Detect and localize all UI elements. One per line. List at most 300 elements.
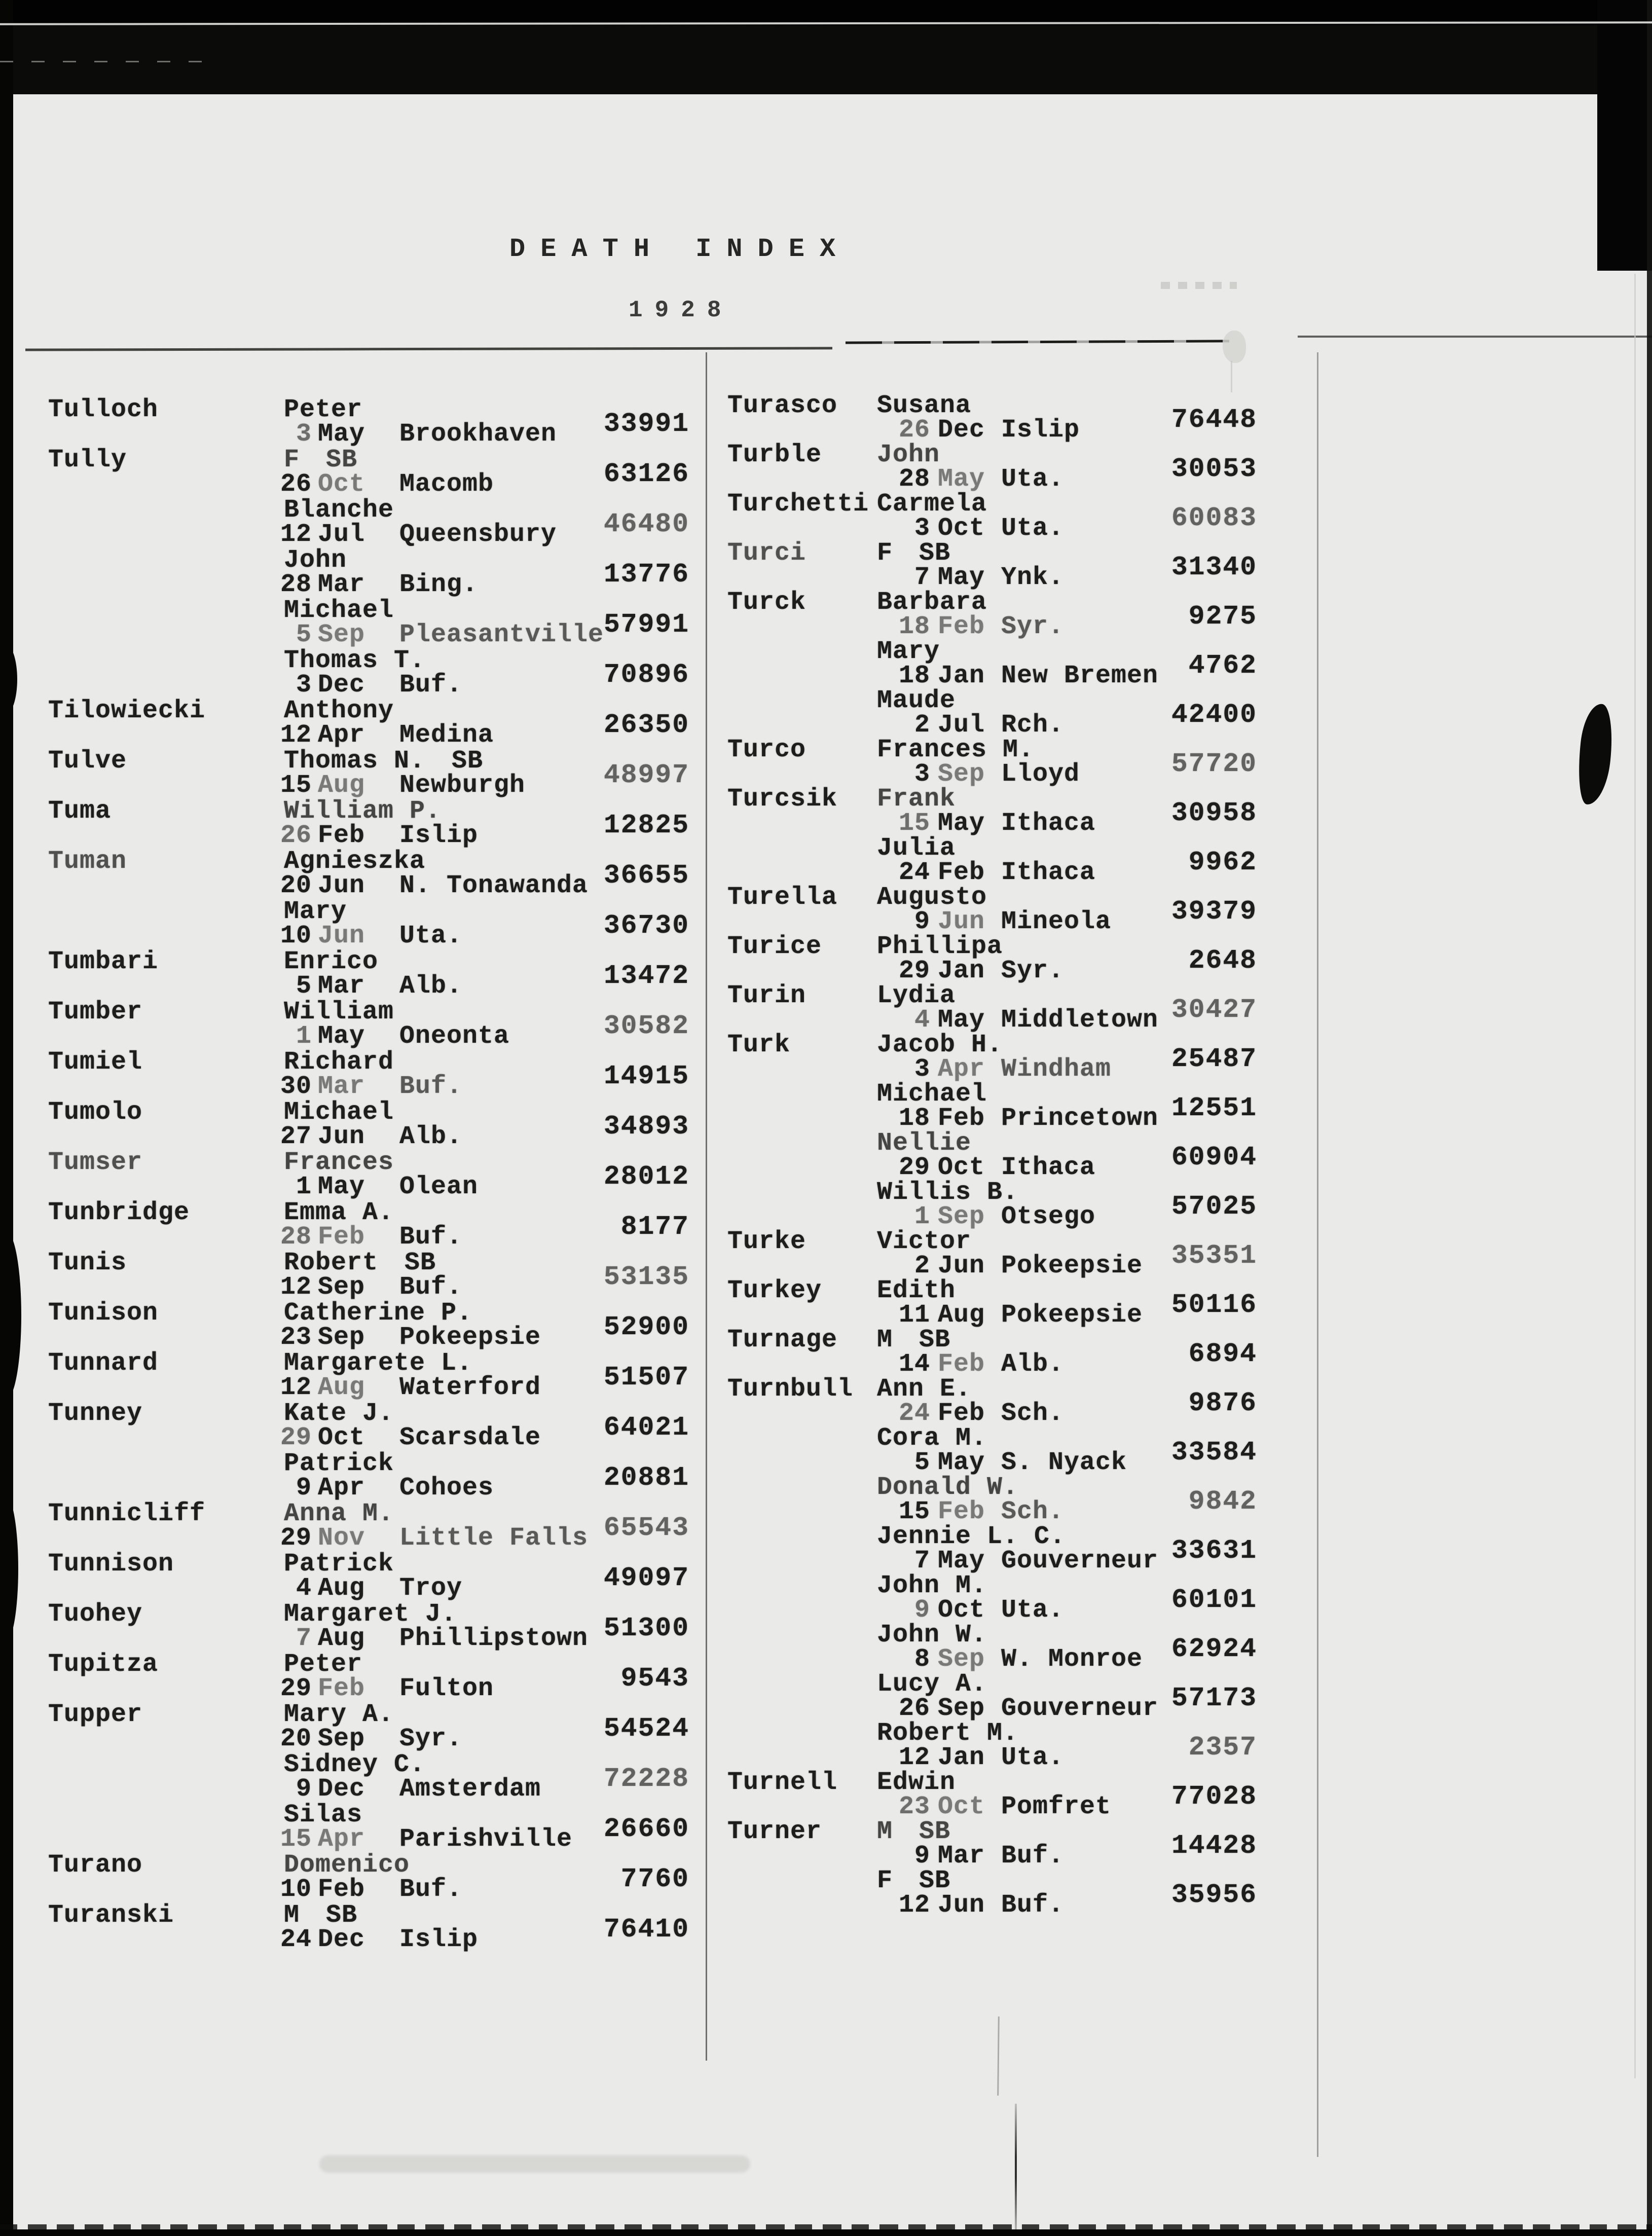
given-name: Robert SB: [284, 1249, 436, 1277]
scan-border-blob: [0, 1232, 21, 1399]
death-month: Oct: [318, 1423, 365, 1452]
death-place: Phillipstown: [399, 1624, 589, 1653]
index-entry: [48, 947, 689, 1001]
death-month: Feb: [318, 1875, 365, 1904]
surname: Turcsik: [727, 785, 838, 814]
certificate-number: 34893: [603, 1111, 689, 1142]
given-name: F SB: [877, 539, 951, 568]
given-name: Michael: [284, 596, 394, 625]
death-place: Ithaca: [1001, 858, 1096, 887]
death-day: 18: [898, 612, 930, 641]
index-entry: [48, 1600, 689, 1653]
index-entry: [727, 1768, 1257, 1821]
death-month: May: [938, 809, 985, 838]
death-day: 29: [280, 1674, 312, 1703]
certificate-number: 76410: [603, 1914, 689, 1945]
given-name: Jennie L. C.: [877, 1522, 1066, 1551]
death-month: Feb: [938, 858, 985, 887]
death-place: Waterford: [399, 1373, 541, 1402]
index-entry: [727, 1719, 1257, 1772]
death-day: 1: [296, 1022, 312, 1051]
index-entry: [48, 897, 689, 950]
index-entry: [727, 1326, 1257, 1379]
index-entry: [727, 539, 1257, 592]
given-name: M SB: [877, 1817, 951, 1846]
index-entry: [727, 1571, 1257, 1625]
death-place: Pokeepsie: [1001, 1301, 1143, 1330]
certificate-number: 52900: [603, 1312, 689, 1342]
certificate-number: 35956: [1171, 1880, 1257, 1910]
death-place: Uta.: [1001, 514, 1064, 543]
death-day: 11: [898, 1301, 930, 1330]
death-month: Dec: [318, 1925, 365, 1954]
death-day: 24: [898, 1399, 930, 1428]
index-entry: [48, 1499, 689, 1553]
surname: Tunnison: [48, 1550, 174, 1579]
death-month: Mar: [318, 972, 365, 1001]
given-name: Lucy A.: [877, 1670, 987, 1699]
right-margin-rule: [1317, 352, 1318, 2157]
scan-border-right: [1647, 0, 1652, 2236]
death-place: Ithaca: [1001, 1153, 1096, 1182]
given-name: Peter: [284, 395, 363, 424]
surname: Turasco: [727, 391, 838, 420]
death-place: Fulton: [399, 1674, 494, 1703]
certificate-number: 70896: [603, 659, 689, 690]
ink-blot: [1574, 702, 1617, 806]
certificate-number: 31340: [1171, 552, 1257, 582]
index-entry: [48, 1851, 689, 1904]
surname: Turck: [727, 588, 806, 617]
death-day: 3: [296, 420, 312, 449]
index-entry: [727, 1375, 1257, 1428]
death-month: Feb: [938, 1350, 985, 1379]
surname: Turble: [727, 441, 822, 469]
surname: Tulve: [48, 747, 127, 776]
scan-border-blob: [0, 644, 17, 715]
given-name: Cora M.: [877, 1424, 987, 1453]
header-rule-left: [25, 347, 832, 351]
given-name: Patrick: [284, 1550, 394, 1579]
index-entry: [48, 446, 689, 499]
death-month: May: [938, 1448, 985, 1477]
surname: Tunnicliff: [48, 1499, 206, 1528]
death-day: 3: [914, 760, 930, 789]
given-name: Patrick: [284, 1449, 394, 1478]
death-month: Oct: [938, 1596, 985, 1625]
death-month: May: [318, 420, 365, 449]
certificate-number: 42400: [1171, 700, 1257, 730]
certificate-number: 65543: [603, 1513, 689, 1543]
surname: Tunison: [48, 1299, 159, 1328]
death-month: Jun: [318, 871, 365, 900]
certificate-number: 54524: [603, 1713, 689, 1744]
index-entry: [727, 1178, 1257, 1231]
death-month: Mar: [938, 1842, 985, 1871]
certificate-number: 12825: [603, 810, 689, 840]
death-day: 30: [280, 1072, 312, 1101]
certificate-number: 60101: [1171, 1585, 1257, 1615]
death-place: Gouverneur: [1001, 1547, 1159, 1575]
given-name: John: [284, 546, 347, 575]
given-name: John W.: [877, 1621, 987, 1649]
death-month: Oct: [938, 1153, 985, 1182]
scan-border-blob: [0, 1495, 18, 1642]
death-month: Sep: [938, 1202, 985, 1231]
certificate-number: 9275: [1188, 601, 1257, 632]
death-place: Little Falls: [399, 1524, 589, 1553]
index-entry: [48, 646, 689, 700]
stillbirth-code: SB: [452, 747, 484, 776]
index-entry: [48, 596, 689, 649]
death-place: Otsego: [1001, 1202, 1096, 1231]
death-day: 14: [898, 1350, 930, 1379]
death-month: May: [318, 1022, 365, 1051]
death-month: Aug: [318, 771, 365, 800]
certificate-number: 49097: [603, 1563, 689, 1593]
index-entry: [727, 1424, 1257, 1477]
death-day: 27: [280, 1122, 312, 1151]
death-place: Windham: [1001, 1055, 1112, 1084]
death-month: Sep: [318, 1273, 365, 1302]
surname: Turnage: [727, 1326, 838, 1354]
certificate-number: 25487: [1171, 1044, 1257, 1074]
certificate-number: 7760: [620, 1864, 689, 1894]
surname: Turkey: [727, 1276, 822, 1305]
certificate-number: 4762: [1188, 650, 1257, 681]
header-rule-middle: [846, 340, 1229, 344]
index-entry: [727, 932, 1257, 985]
certificate-number: 20881: [603, 1462, 689, 1493]
index-entry: [727, 1522, 1257, 1575]
death-month: May: [938, 465, 985, 494]
index-entry: [48, 1449, 689, 1502]
certificate-number: 64021: [603, 1412, 689, 1443]
given-name: Blanche: [284, 496, 394, 525]
certificate-number: 48997: [603, 760, 689, 790]
surname: Turin: [727, 981, 806, 1010]
surname: Tumbari: [48, 947, 159, 976]
death-month: Oct: [318, 470, 365, 499]
surname: Turco: [727, 736, 806, 764]
given-name: F SB: [284, 446, 358, 474]
index-entry: [727, 441, 1257, 494]
index-entry: [48, 1249, 689, 1302]
death-day: 5: [914, 1448, 930, 1477]
given-name: Frances: [284, 1148, 394, 1177]
death-place: Olean: [399, 1172, 479, 1201]
death-place: Gouverneur: [1001, 1694, 1159, 1723]
surname: Tunnard: [48, 1349, 159, 1378]
given-name: Robert M.: [877, 1719, 1019, 1748]
death-place: Pokeepsie: [399, 1323, 541, 1352]
certificate-number: 2357: [1188, 1732, 1257, 1763]
death-month: Dec: [318, 1775, 365, 1804]
stillbirth-code: SB: [919, 1326, 951, 1354]
death-place: Islip: [1001, 416, 1080, 445]
death-day: 29: [898, 957, 930, 985]
death-day: 4: [914, 1006, 930, 1035]
given-name: Michael: [877, 1080, 987, 1109]
certificate-number: 50116: [1171, 1290, 1257, 1320]
death-place: Buf.: [1001, 1891, 1064, 1920]
death-month: Feb: [318, 1223, 365, 1252]
surname: Tunis: [48, 1249, 127, 1277]
given-name: Richard: [284, 1048, 394, 1077]
death-month: Nov: [318, 1524, 365, 1553]
index-entry: [48, 1048, 689, 1101]
pencil-line-artifact: [997, 2017, 1000, 2096]
surname: Turnbull: [727, 1375, 854, 1404]
index-entry: [727, 1473, 1257, 1526]
certificate-number: 51300: [603, 1613, 689, 1643]
death-day: 28: [898, 465, 930, 494]
death-place: Islip: [399, 821, 479, 850]
certificate-number: 6894: [1188, 1339, 1257, 1369]
death-day: 3: [914, 514, 930, 543]
death-place: Princetown: [1001, 1104, 1159, 1133]
death-day: 3: [296, 671, 312, 700]
certificate-number: 62924: [1171, 1634, 1257, 1664]
death-place: Buf.: [399, 1223, 463, 1252]
death-day: 24: [898, 858, 930, 887]
death-place: Bing.: [399, 570, 479, 599]
death-place: Macomb: [399, 470, 494, 499]
surname: Turner: [727, 1817, 822, 1846]
index-entry: [48, 1349, 689, 1402]
death-month: Jun: [938, 1252, 985, 1280]
death-month: Apr: [318, 1474, 365, 1502]
given-name: Catherine P.: [284, 1299, 473, 1328]
certificate-number: 9962: [1188, 847, 1257, 877]
given-name: Julia: [877, 834, 956, 863]
death-month: Sep: [938, 1645, 985, 1674]
certificate-number: 60904: [1171, 1142, 1257, 1172]
death-day: 18: [898, 662, 930, 690]
certificate-number: 12551: [1171, 1093, 1257, 1123]
given-name: Frances M.: [877, 736, 1035, 764]
surname: Tumser: [48, 1148, 143, 1177]
index-entry: [727, 1817, 1257, 1871]
death-month: Jan: [938, 1743, 985, 1772]
stillbirth-code: SB: [919, 1817, 951, 1846]
index-entry: [48, 546, 689, 599]
index-entry: [48, 1399, 689, 1452]
death-month: Sep: [318, 620, 365, 649]
index-entry: [48, 1098, 689, 1151]
given-name: Frank: [877, 785, 956, 814]
certificate-number: 33991: [603, 409, 689, 439]
index-entry: [48, 998, 689, 1051]
index-entry: [727, 391, 1257, 445]
certificate-number: 51507: [603, 1362, 689, 1392]
death-day: 10: [280, 1875, 312, 1904]
given-name: Thomas T.: [284, 646, 426, 675]
death-place: Pokeepsie: [1001, 1252, 1143, 1280]
given-name: Edith: [877, 1276, 956, 1305]
death-place: Sch.: [1001, 1497, 1064, 1526]
index-entry: [48, 1550, 689, 1603]
death-place: N. Tonawanda: [399, 871, 589, 900]
given-name: Lydia: [877, 981, 956, 1010]
index-entry: [48, 1801, 689, 1854]
given-name: Enrico: [284, 947, 379, 976]
death-day: 26: [898, 416, 930, 445]
given-name: Mary: [284, 897, 347, 926]
index-entry: [727, 834, 1257, 887]
death-day: 9: [914, 907, 930, 936]
certificate-number: 46480: [603, 509, 689, 539]
index-entry: [727, 1227, 1257, 1280]
index-column-left: [48, 395, 689, 2000]
surname: Tunbridge: [48, 1198, 190, 1227]
certificate-number: 57173: [1171, 1683, 1257, 1713]
given-name: Peter: [284, 1650, 363, 1679]
index-entry: [727, 1866, 1257, 1920]
death-day: 20: [280, 1725, 312, 1753]
death-place: Uta.: [1001, 1743, 1064, 1772]
death-month: Feb: [938, 1104, 985, 1133]
index-entry: [48, 747, 689, 800]
death-place: Ynk.: [1001, 563, 1064, 592]
scan-border-top-right: [1597, 0, 1652, 271]
death-day: 9: [296, 1775, 312, 1804]
scan-border-bottom: [0, 2229, 1652, 2236]
death-day: 2: [914, 711, 930, 740]
surname: Turke: [727, 1227, 806, 1256]
scan-scratch-dashes: [0, 61, 218, 62]
death-place: Oneonta: [399, 1022, 510, 1051]
certificate-number: 39379: [1171, 896, 1257, 927]
death-place: Pomfret: [1001, 1792, 1112, 1821]
given-name: John M.: [877, 1571, 987, 1600]
surname: Tumolo: [48, 1098, 143, 1127]
death-day: 7: [296, 1624, 312, 1653]
death-place: Islip: [399, 1925, 479, 1954]
death-month: Jun: [318, 1122, 365, 1151]
death-month: Feb: [318, 1674, 365, 1703]
header-rule-right: [1298, 336, 1652, 338]
death-month: Dec: [938, 416, 985, 445]
death-place: Queensbury: [399, 520, 557, 549]
death-place: Newburgh: [399, 771, 526, 800]
index-entry: [727, 1080, 1257, 1133]
death-month: Feb: [938, 1399, 985, 1428]
certificate-number: 33631: [1171, 1535, 1257, 1566]
death-day: 12: [898, 1891, 930, 1920]
death-day: 12: [898, 1743, 930, 1772]
death-day: 15: [280, 1825, 312, 1854]
death-month: Aug: [318, 1574, 365, 1603]
given-name: William: [284, 998, 394, 1027]
death-place: Buf.: [399, 671, 463, 700]
index-entry: [48, 1299, 689, 1352]
index-entry: [48, 395, 689, 449]
death-day: 9: [914, 1596, 930, 1625]
death-place: Mineola: [1001, 907, 1112, 936]
index-entry: [727, 785, 1257, 838]
ink-smudge-artifact: [319, 2155, 750, 2173]
index-entry: [727, 883, 1257, 936]
death-day: 7: [914, 1547, 930, 1575]
index-column-right: [727, 391, 1257, 1965]
death-month: Feb: [318, 821, 365, 850]
given-name: Kate J.: [284, 1399, 394, 1428]
surname: Tilowiecki: [48, 697, 206, 725]
given-name: Anna M.: [284, 1499, 394, 1528]
death-place: Rch.: [1001, 711, 1064, 740]
certificate-number: 72228: [603, 1764, 689, 1794]
death-day: 12: [280, 1273, 312, 1302]
death-day: 18: [898, 1104, 930, 1133]
death-day: 7: [914, 563, 930, 592]
given-name: Barbara: [877, 588, 987, 617]
surname: Turice: [727, 932, 822, 961]
surname: Turella: [727, 883, 838, 912]
death-day: 28: [280, 570, 312, 599]
index-entry: [48, 496, 689, 549]
given-name: Willis B.: [877, 1178, 1019, 1207]
given-name: Domenico: [284, 1851, 410, 1880]
index-entry: [48, 797, 689, 850]
certificate-number: 28012: [603, 1161, 689, 1192]
column-divider-rule: [706, 352, 707, 2061]
death-place: Parishville: [399, 1825, 573, 1854]
certificate-number: 57025: [1171, 1191, 1257, 1222]
death-day: 3: [914, 1055, 930, 1084]
given-name: Margarete L.: [284, 1349, 473, 1378]
certificate-number: 9543: [620, 1663, 689, 1694]
death-month: Jun: [318, 922, 365, 950]
certificate-number: 14915: [603, 1061, 689, 1091]
index-entry: [727, 736, 1257, 789]
certificate-number: 26660: [603, 1814, 689, 1844]
death-month: Feb: [938, 1497, 985, 1526]
certificate-number: 30053: [1171, 454, 1257, 484]
death-place: Buf.: [399, 1273, 463, 1302]
death-place: S. Nyack: [1001, 1448, 1127, 1477]
index-entry: [727, 981, 1257, 1035]
index-entry: [727, 1670, 1257, 1723]
index-entry: [727, 1621, 1257, 1674]
death-place: Syr.: [1001, 612, 1064, 641]
index-entry: [48, 1700, 689, 1753]
given-name: Ann E.: [877, 1375, 972, 1404]
death-place: Troy: [399, 1574, 463, 1603]
given-name: F SB: [877, 1866, 951, 1895]
death-month: Aug: [318, 1373, 365, 1402]
index-entry: [727, 1031, 1257, 1084]
death-place: Amsterdam: [399, 1775, 541, 1804]
given-name: Michael: [284, 1098, 394, 1127]
death-month: Jun: [938, 1891, 985, 1920]
death-place: Syr.: [399, 1725, 463, 1753]
death-day: 20: [280, 871, 312, 900]
death-place: Alb.: [399, 1122, 463, 1151]
death-day: 28: [280, 1223, 312, 1252]
certificate-number: 36730: [603, 910, 689, 941]
death-day: 26: [280, 470, 312, 499]
pencil-smudge-marks: [1161, 282, 1237, 289]
certificate-number: 63126: [603, 459, 689, 489]
surname: Tully: [48, 446, 127, 474]
given-name: Jacob H.: [877, 1031, 1003, 1059]
death-place: W. Monroe: [1001, 1645, 1143, 1674]
death-place: Cohoes: [399, 1474, 494, 1502]
death-day: 12: [280, 1373, 312, 1402]
death-month: May: [938, 1006, 985, 1035]
certificate-number: 36655: [603, 860, 689, 891]
